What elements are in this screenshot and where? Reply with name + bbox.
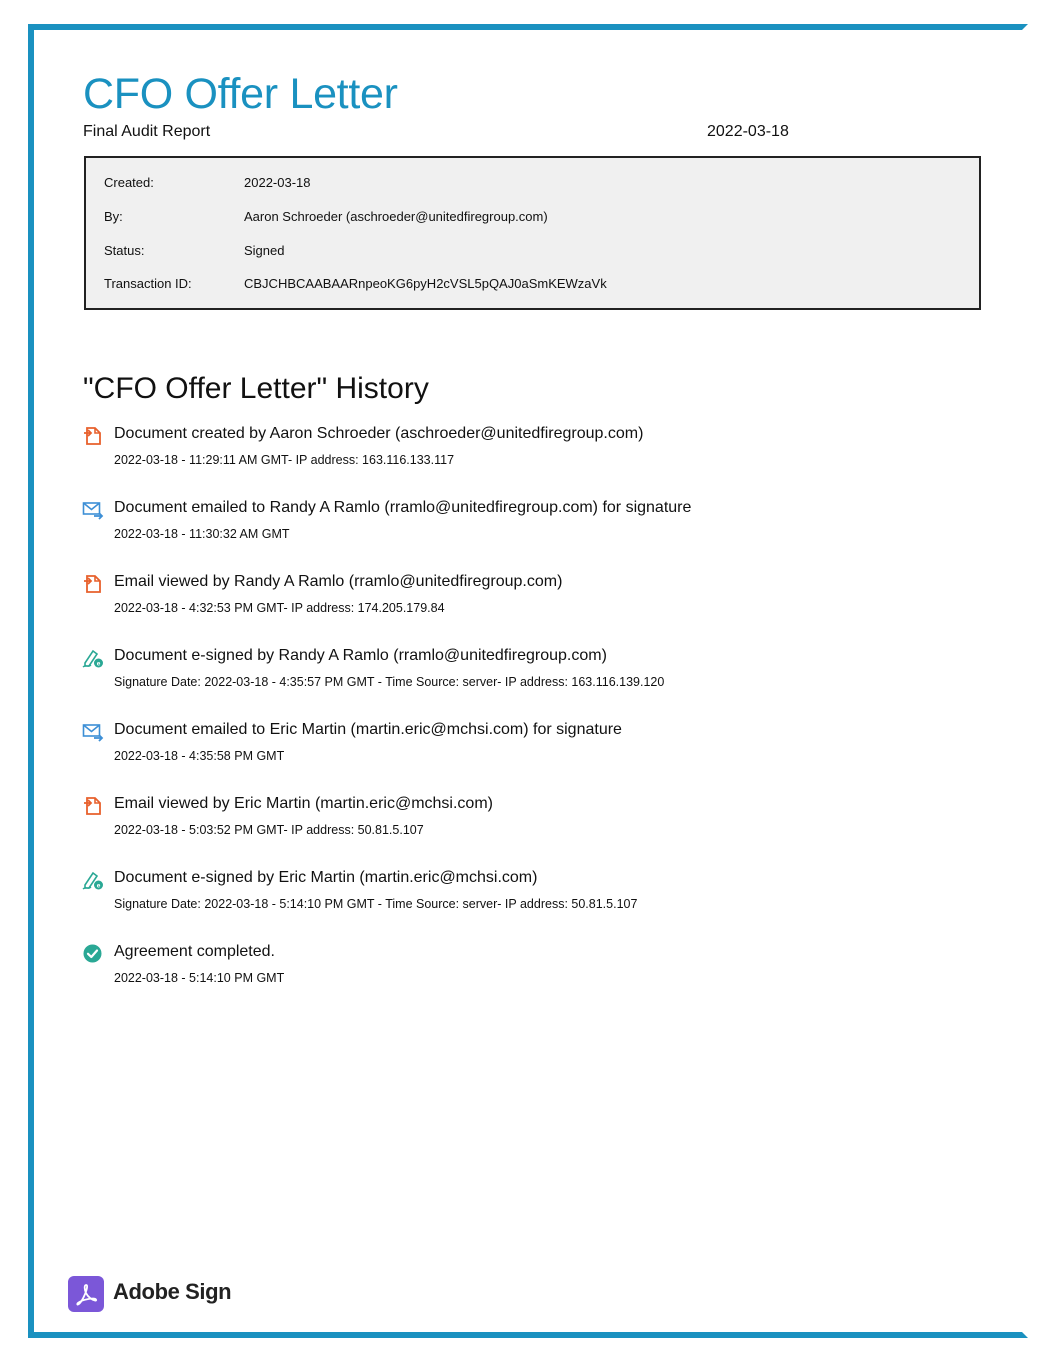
event-detail: 2022-03-18 - 11:29:11 AM GMT- IP address: 163.116.133.117 [114,453,455,467]
event-detail: 2022-03-18 - 4:35:58 PM GMT [114,749,285,763]
summary-value: Signed [244,243,285,258]
email-sent-icon [82,721,104,743]
summary-value: CBJCHBCAABAARnpeoKG6pyH2cVSL5pQAJ0aSmKEWzaVk [244,276,607,291]
frame-border-left [28,24,34,1338]
event-detail: 2022-03-18 - 5:14:10 PM GMT [114,971,285,985]
event-detail: Signature Date: 2022-03-18 - 5:14:10 PM GMT - Time Source: server- IP address: 50.81.5.107 [114,897,638,911]
summary-row-transaction-id [104,276,607,291]
frame-border-bottom [28,1332,1028,1338]
esign-pen-icon [82,647,104,669]
summary-key: Created: [104,175,154,190]
summary-value: 2022-03-18 [244,175,311,190]
summary-row-by [104,209,548,224]
email-sent-icon [82,499,104,521]
summary-row-status [104,243,284,258]
report-date: 2022-03-18 [707,123,789,140]
esign-pen-icon [82,869,104,891]
summary-value: Aaron Schroeder (aschroeder@unitedfiregroup.com) [244,209,548,224]
event-detail: 2022-03-18 - 11:30:32 AM GMT [114,527,290,541]
summary-key: By: [104,209,123,224]
svg-text:e: e [96,882,101,890]
svg-text:e: e [96,660,101,668]
document-icon [82,573,104,595]
event-text: Document emailed to Randy A Ramlo (rramlo@unitedfiregroup.com) for signature [114,499,692,516]
summary-key: Transaction ID: [104,276,192,291]
adobe-acrobat-icon [68,1276,104,1312]
document-icon [82,795,104,817]
event-text: Agreement completed. [114,943,275,960]
summary-key: Status: [104,243,145,258]
event-text: Document e-signed by Eric Martin (martin.eric@mchsi.com) [114,869,538,886]
event-text: Document e-signed by Randy A Ramlo (rramlo@unitedfiregroup.com) [114,647,607,664]
document-icon [82,425,104,447]
history-title: "CFO Offer Letter" History [83,372,429,405]
frame-border-top [28,24,1028,30]
event-text: Email viewed by Randy A Ramlo (rramlo@unitedfiregroup.com) [114,573,563,590]
check-circle-icon [82,943,104,965]
event-text: Document emailed to Eric Martin (martin.eric@mchsi.com) for signature [114,721,622,738]
document-title: CFO Offer Letter [83,70,398,118]
event-detail: 2022-03-18 - 5:03:52 PM GMT- IP address: 50.81.5.107 [114,823,424,837]
logo-text: Adobe Sign [113,1279,232,1304]
report-subtitle: Final Audit Report [83,123,211,140]
event-text: Document created by Aaron Schroeder (aschroeder@unitedfiregroup.com) [114,425,644,442]
event-detail: 2022-03-18 - 4:32:53 PM GMT- IP address: 174.205.179.84 [114,601,445,615]
summary-row-created [104,175,311,190]
summary-box [84,156,981,310]
event-text: Email viewed by Eric Martin (martin.eric@mchsi.com) [114,795,493,812]
event-detail: Signature Date: 2022-03-18 - 4:35:57 PM GMT - Time Source: server- IP address: 163.116.139.120 [114,675,665,689]
